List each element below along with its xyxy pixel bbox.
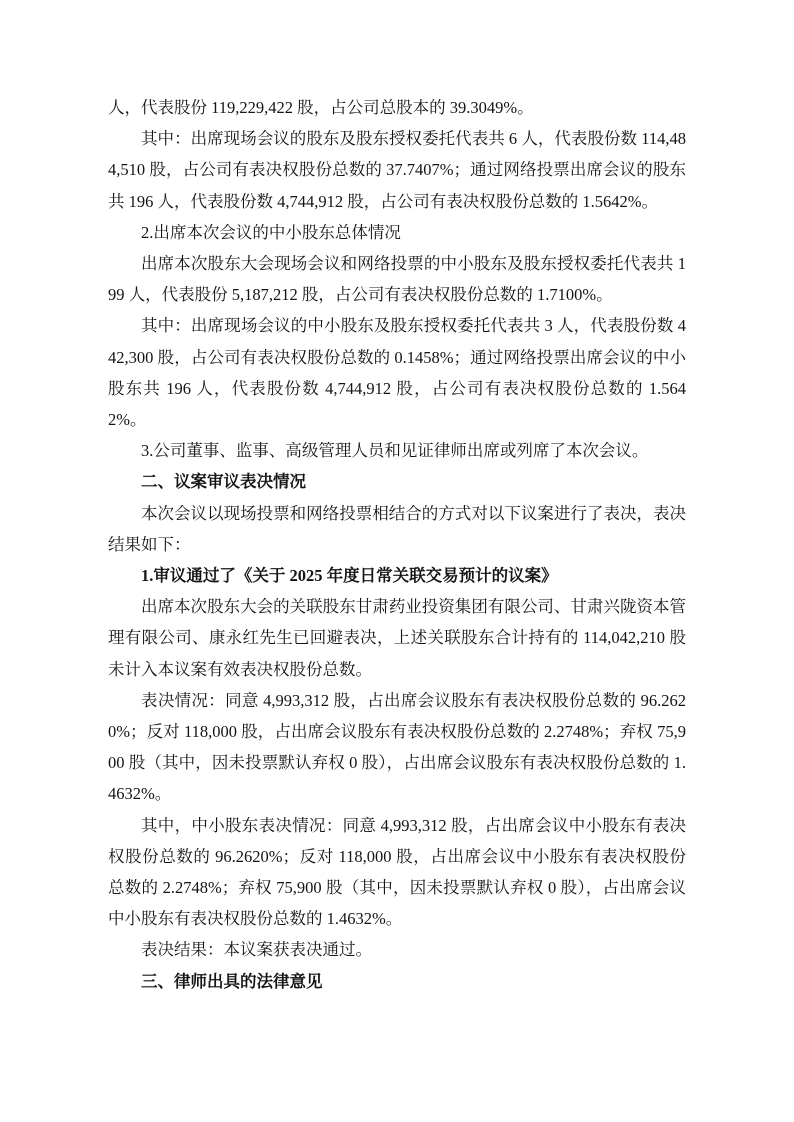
paragraph: 出席本次股东大会现场会议和网络投票的中小股东及股东授权委托代表共 199 人，代表股份 5,187,212 股，占公司有表决权股份总数的 1.7100%。 — [108, 254, 686, 305]
document-body — [108, 92, 686, 997]
paragraph: 表决结果：本议案获表决通过。 — [141, 940, 372, 960]
paragraph: 其中，中小股东表决情况：同意 4,993,312 股，占出席会议中小股东有表决权股份总数的 96.2620%；反对 118,000 股，占出席会议中小股东有表决权股份总数的 2.2748%；弃权 75,900 股（其中，因未投票默认弃权 0 股），占出席会议中小股东有表决权股份总数的 1.4632%。 — [108, 815, 686, 929]
paragraph: 其中：出席现场会议的中小股东及股东授权委托代表共 3 人，代表股份数 442,300 股，占公司有表决权股份总数的 0.1458%；通过网络投票出席会议的中小股东共 196 人，代表股份数 4,744,912 股，占公司有表决权股份总数的 1.5642%。 — [108, 316, 686, 430]
section-heading: 三、律师出具的法律意见 — [141, 971, 323, 991]
paragraph: 本次会议以现场投票和网络投票相结合的方式对以下议案进行了表决，表决结果如下： — [108, 503, 686, 554]
paragraph: 人，代表股份 119,229,422 股，占公司总股本的 39.3049%。 — [108, 98, 534, 117]
paragraph: 其中：出席现场会议的股东及股东授权委托代表共 6 人，代表股份数 114,484,510 股，占公司有表决权股份总数的 37.7407%；通过网络投票出席会议的股东共 196 人，代表股份数 4,744,912 股，占公司有表决权股份总数的 1.5642%。 — [108, 129, 686, 211]
section-heading: 二、议案审议表决情况 — [141, 472, 306, 492]
paragraph: 2.出席本次会议的中小股东总体情况 — [141, 222, 401, 242]
section-heading: 1.审议通过了《关于 2025 年度日常关联交易预计的议案》 — [141, 566, 558, 586]
paragraph: 3.公司董事、监事、高级管理人员和见证律师出席或列席了本次会议。 — [141, 441, 649, 461]
paragraph: 表决情况：同意 4,993,312 股，占出席会议股东有表决权股份总数的 96.2620%；反对 118,000 股，占出席会议股东有表决权股份总数的 2.2748%；弃权 75,900 股（其中，因未投票默认弃权 0 股），占出席会议股东有表决权股份总数的 1.4632%。 — [108, 690, 686, 804]
paragraph: 出席本次股东大会的关联股东甘肃药业投资集团有限公司、甘肃兴陇资本管理有限公司、康永红先生已回避表决，上述关联股东合计持有的 114,042,210 股未计入本议案有效表决权股份总数。 — [108, 597, 686, 679]
